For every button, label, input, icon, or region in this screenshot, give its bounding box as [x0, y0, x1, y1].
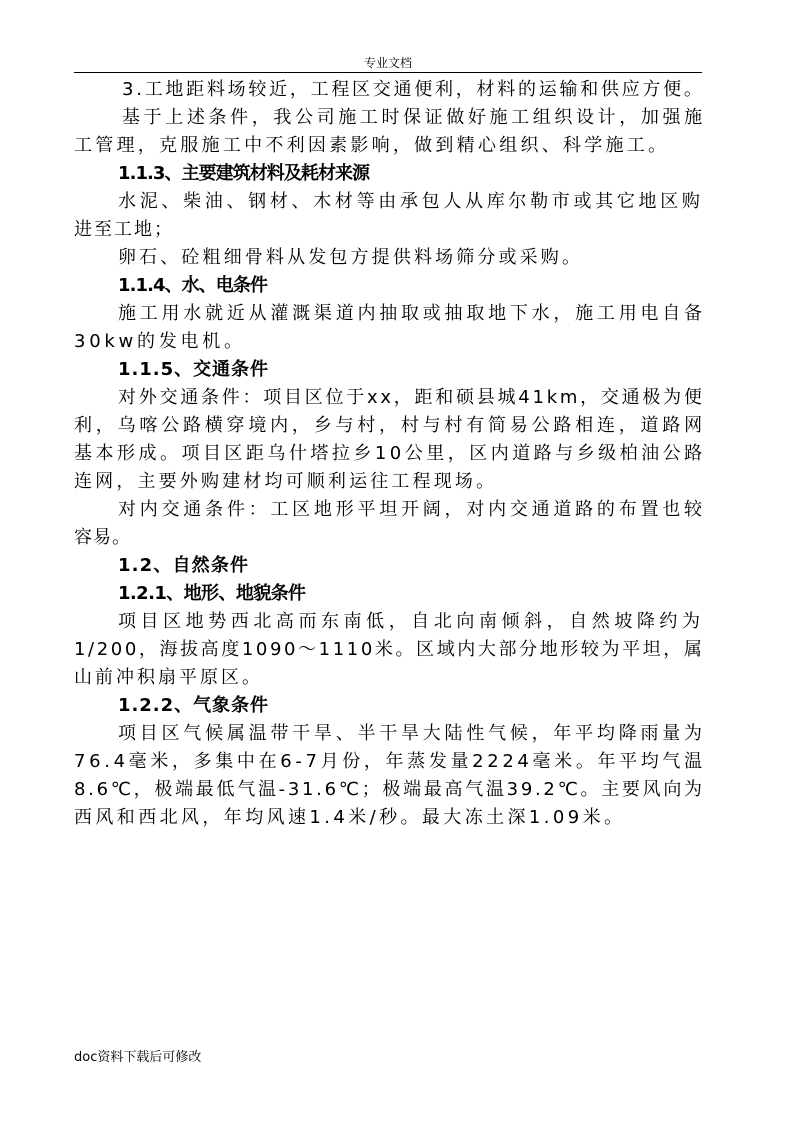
body-text-line: 水泥、柴油、钢材、木材等由承包人从库尔勒市或其它地区购: [118, 191, 704, 212]
section-heading: 1.1.4、水、电条件: [118, 275, 268, 296]
body-text-line: 进至工地；: [74, 219, 174, 240]
body-text-line: 对内交通条件：工区地形平坦开阔，对内交通道路的布置也较: [118, 499, 706, 520]
body-text-line: 山前冲积扇平原区。: [74, 667, 263, 688]
section-heading: 1.1.5、交通条件: [118, 359, 269, 380]
body-text-line: 工管理，克服施工中不利因素影响，做到精心组织、科学施工。: [74, 135, 670, 156]
page-header: 专业文档: [363, 56, 412, 70]
body-text-line: 8.6℃，极端最低气温-31.6℃；极端最高气温39.2℃。主要风向为: [74, 779, 705, 800]
body-text-line: 利，乌喀公路横穿境内，乡与村，村与村有简易公路相连，道路网: [74, 415, 706, 436]
document-body: [74, 76, 706, 832]
section-heading: 1.1.3、主要建筑材料及耗材来源: [118, 163, 370, 184]
body-text-line: 项目区地势西北高而东南低，自北向南倾斜，自然坡降约为: [118, 611, 705, 632]
body-text-line: 1/200，海拔高度1090～1110米。区域内大部分地形较为平坦，属: [74, 639, 705, 660]
body-text-line: 卵石、砼粗细骨料从发包方提供料场筛分或采购。: [118, 247, 584, 268]
body-text-line: 对外交通条件：项目区位于xx，距和硕县城41km，交通极为便: [118, 387, 705, 408]
body-text-line: 基本形成。项目区距乌什塔拉乡10公里，区内道路与乡级柏油公路: [74, 443, 706, 464]
body-text-line: 3.工地距料场较近，工程区交通便利，材料的运输和供应方便。: [122, 79, 705, 100]
section-heading: 1.2.2、气象条件: [118, 695, 269, 716]
body-text-line: 项目区气候属温带干旱、半干旱大陆性气候，年平均降雨量为: [118, 723, 706, 744]
section-heading: 1.2、自然条件: [118, 555, 250, 576]
body-text-line: 容易。: [74, 527, 131, 548]
body-text-line: 76.4毫米，多集中在6-7月份，年蒸发量2224毫米。年平均气温: [74, 751, 706, 772]
body-text-line: 施工用水就近从灌溉渠道内抽取或抽取地下水，施工用电自备: [118, 303, 706, 324]
body-text-line: 西风和西北风，年均风速1.4米/秒。最大冻土深1.09米。: [74, 807, 626, 828]
body-text-line: 30kw的发电机。: [74, 331, 246, 352]
body-text-line: 连网，主要外购建材均可顺利运往工程现场。: [74, 471, 498, 492]
header-divider: [74, 72, 702, 73]
section-heading: 1.2.1、地形、地貌条件: [118, 583, 306, 604]
page-footer: doc资料下载后可修改: [74, 1050, 202, 1065]
body-text-line: 基于上述条件，我公司施工时保证做好施工组织设计，加强施: [122, 107, 706, 128]
